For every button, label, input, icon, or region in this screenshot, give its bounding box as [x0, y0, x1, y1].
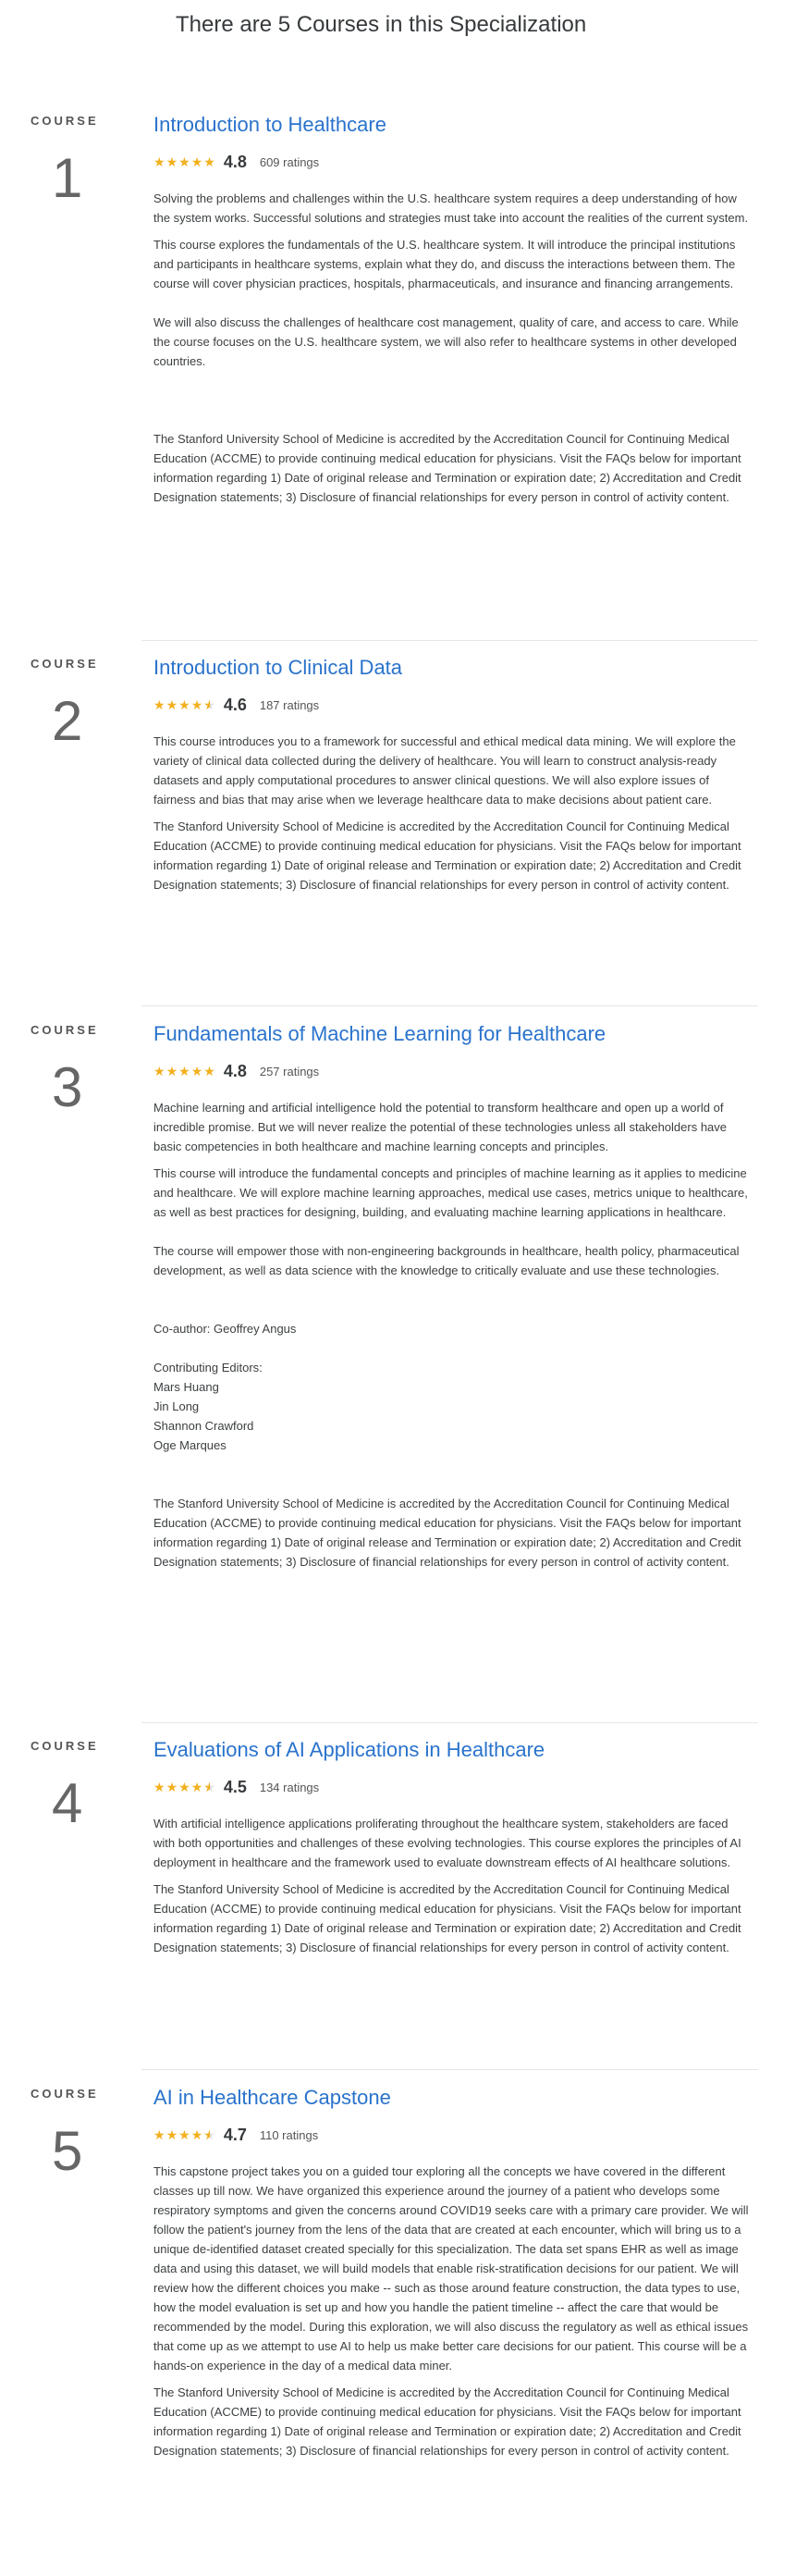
description-paragraph: With artificial intelligence applications proliferating throughout the healthcare system, stakeholders are faced with both opportunities and challenges of these evolving technologies. This course explores the principles of AI deployment in healthcare and the framework used to evaluate downstream effects of AI healthcare solutions.	[153, 1817, 745, 1870]
course-rating	[153, 1777, 753, 1797]
star-icon: ★	[190, 697, 203, 713]
course-description	[153, 1814, 753, 1957]
course-rating	[153, 2125, 753, 2145]
star-icon: ★	[178, 697, 190, 713]
course-label: COURSE	[31, 1739, 99, 1753]
rating-value: 4.8	[223, 1061, 247, 1080]
section-divider	[141, 2069, 758, 2070]
star-icon: ★	[190, 1064, 203, 1079]
rating-stars	[153, 1781, 216, 1793]
ratings-count: 609 ratings	[259, 154, 320, 169]
star-icon: ★	[153, 154, 165, 170]
description-paragraph: The Stanford University School of Medicine is accredited by the Accreditation Council for Continuing Medical Education (ACCME) to provide continuing medical education for physicians. Visit the FAQs below for important information regarding 1) Date of original release and Termination or expiration date; 2) Accreditation and Credit Designation statements; 3) Disclosure of financial relationships for every person in control of activity content.	[153, 820, 745, 893]
star-icon: ★	[178, 154, 190, 170]
course-label: COURSE	[31, 657, 99, 671]
course-rating	[153, 695, 753, 715]
ratings-count: 257 ratings	[259, 1064, 320, 1078]
half-star-icon: ★ ★	[203, 2128, 215, 2141]
ratings-count: 110 ratings	[259, 2127, 319, 2142]
course-description	[153, 1098, 753, 1571]
rating-value: 4.5	[223, 1777, 247, 1796]
star-icon: ★	[178, 1780, 190, 1795]
course-description	[153, 189, 753, 507]
course-label: COURSE	[31, 1023, 99, 1037]
star-icon: ★	[165, 2127, 178, 2143]
section-divider	[141, 640, 758, 641]
star-icon: ★	[165, 1780, 178, 1795]
star-icon: ★	[203, 1064, 215, 1079]
ratings-count: 187 ratings	[259, 697, 320, 712]
page-title: There are 5 Courses in this Specialization	[176, 12, 587, 37]
course-label: COURSE	[31, 114, 99, 128]
course-description	[153, 2162, 753, 2460]
course-number: 3	[52, 1056, 83, 1118]
course-rating	[153, 152, 753, 172]
star-icon: ★	[190, 154, 203, 170]
star-icon: ★	[153, 697, 165, 713]
rating-stars	[153, 155, 216, 168]
star-icon: ★	[178, 2127, 190, 2143]
course-title-link[interactable]: Evaluations of AI Applications in Healthcare	[153, 1738, 545, 1761]
description-paragraph: Solving the problems and challenges within the U.S. healthcare system requires a deep understanding of how the system works. Successful solutions and strategies must take into account the realities of the current system.	[153, 191, 749, 226]
ratings-count: 134 ratings	[259, 1780, 320, 1794]
section-divider	[141, 1722, 758, 1723]
rating-value: 4.6	[223, 695, 247, 714]
course-title-link[interactable]: Introduction to Healthcare	[153, 113, 386, 136]
description-paragraph: This capstone project takes you on a guided tour exploring all the concepts we have covered in the different classes up till now. We have organized this experience around the journey of a patient who develops some respiratory symptoms and given the concerns around COVID19 seeks care with a primary care provider. We will follow the patient's journey from the lens of the data that are created at each encounter, which will bring us to a unique de-identified dataset created specially for this specialization. The data set spans EHR as well as image data and using this dataset, we will build models that enable risk-stratification decisions for our patient. We will review how the different choices you make -- such as those around feature construction, the data types to use, how the model evaluation is set up and how you handle the patient timeline -- affect the care that would be recommended by the model. During this exploration, we will also discuss the regulatory as well as ethical issues that come up as we attempt to use AI to help us make better care decisions for our patient. This course will be a hands-on experience in the day of a medical data miner.	[153, 2164, 753, 2373]
star-icon: ★	[165, 154, 178, 170]
course-number: 4	[52, 1772, 83, 1834]
description-paragraph: This course explores the fundamentals of the U.S. healthcare system. It will introduce the principal institutions and participants in healthcare systems, explain what they do, and discuss the interactions between them. The course will cover physician practices, hospitals, pharmaceuticals, and insurance and financing arrangements. We will also discuss the challenges of healthcare cost management, quality of care, and access to care. While the course focuses on the U.S. healthcare system, we will also refer to healthcare systems in other developed countries. The Stanford University School of Medicine is accredited by the Accreditation Council for Continuing Medical Education (ACCME) to provide continuing medical education for physicians. Visit the FAQs below for important information regarding 1) Date of original release and Termination or expiration date; 2) Accreditation and Credit Designation statements; 3) Disclosure of financial relationships for every person in control of activity content.	[153, 238, 741, 505]
description-paragraph: Machine learning and artificial intelligence hold the potential to transform healthcare and open up a world of incredible promise. But we will never realize the potential of these technologies unless all stakeholders have basic competencies in both healthcare and machine learning concepts and principles.	[153, 1101, 730, 1154]
half-star-icon: ★ ★	[203, 1781, 215, 1793]
star-icon: ★	[153, 1064, 165, 1079]
star-icon: ★	[190, 2127, 203, 2143]
course-rating	[153, 1061, 753, 1081]
rating-stars	[153, 698, 216, 711]
course-label: COURSE	[31, 2087, 99, 2101]
star-icon: ★	[165, 697, 178, 713]
description-paragraph: The Stanford University School of Medicine is accredited by the Accreditation Council for Continuing Medical Education (ACCME) to provide continuing medical education for physicians. Visit the FAQs below for important information regarding 1) Date of original release and Termination or expiration date; 2) Accreditation and Credit Designation statements; 3) Disclosure of financial relationships for every person in control of activity content.	[153, 2385, 745, 2459]
course-number: 1	[52, 147, 83, 209]
star-icon: ★	[153, 2127, 165, 2143]
star-icon: ★	[165, 1064, 178, 1079]
description-paragraph: The Stanford University School of Medicine is accredited by the Accreditation Council for Continuing Medical Education (ACCME) to provide continuing medical education for physicians. Visit the FAQs below for important information regarding 1) Date of original release and Termination or expiration date; 2) Accreditation and Credit Designation statements; 3) Disclosure of financial relationships for every person in control of activity content.	[153, 1882, 745, 1955]
course-title-link[interactable]: Introduction to Clinical Data	[153, 656, 403, 679]
course-title-link[interactable]: AI in Healthcare Capstone	[153, 2086, 391, 2109]
course-number: 5	[52, 2120, 83, 2182]
course-number: 2	[52, 690, 83, 752]
course-title-link[interactable]: Fundamentals of Machine Learning for Healthcare	[153, 1022, 606, 1045]
star-icon: ★	[178, 1064, 190, 1079]
star-icon: ★	[190, 1780, 203, 1795]
rating-value: 4.8	[223, 152, 247, 171]
course-description	[153, 732, 753, 894]
rating-stars	[153, 2128, 216, 2141]
rating-value: 4.7	[223, 2125, 247, 2144]
rating-stars	[153, 1065, 216, 1078]
description-paragraph: This course will introduce the fundamental concepts and principles of machine learning as it applies to medicine and healthcare. We will explore machine learning approaches, medical use cases, metrics unique to healthcare, as well as best practices for designing, building, and evaluating machine learning applications in healthcare. The course will empower those with non-engineering backgrounds in healthcare, health policy, pharmaceutical development, as well as data science with the knowledge to critically evaluate and use these technologies. Co-author: Geoffrey Angus Contributing Editors: Mars Huang Jin Long Shannon Crawford Oge Marques The Stanford University School of Medicine is accredited by the Accreditation Council for Continuing Medical Education (ACCME) to provide continuing medical education for physicians. Visit the FAQs below for important information regarding 1) Date of original release and Termination or expiration date; 2) Accreditation and Credit Designation statements; 3) Disclosure of financial relationships for every person in control of activity content.	[153, 1166, 748, 1570]
section-divider	[141, 1005, 758, 1006]
star-icon: ★	[203, 154, 215, 170]
description-paragraph: This course introduces you to a framework for successful and ethical medical data mining. We will explore the variety of clinical data collected during the delivery of healthcare. You will learn to construct analysis-ready datasets and apply computational procedures to answer clinical questions. We will also explore issues of fairness and bias that may arise when we leverage healthcare data to make decisions about patient care.	[153, 734, 740, 807]
half-star-icon: ★ ★	[203, 698, 215, 711]
star-icon: ★	[153, 1780, 165, 1795]
